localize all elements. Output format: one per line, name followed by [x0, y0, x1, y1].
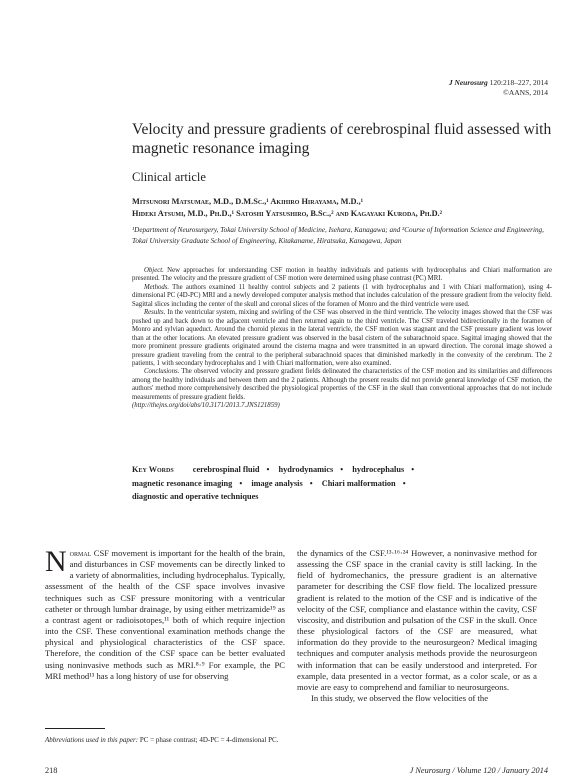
- keyword-item: hydrodynamics: [278, 465, 334, 474]
- body-column-right: [297, 548, 537, 704]
- doi-link[interactable]: (http://thejns.org/doi/abs/10.3171/2013.7.JNS121859): [132, 402, 280, 410]
- keyword-item: diagnostic and operative techniques: [132, 492, 259, 501]
- journal-name: J Neurosurg: [448, 78, 488, 87]
- article-type: Clinical article: [132, 170, 206, 184]
- keyword-item: cerebrospinal fluid: [192, 465, 260, 474]
- article-title: Velocity and pressure gradients of cerebrospinal fluid assessed with magnetic resonance imaging: [132, 121, 552, 157]
- affiliations: ¹Department of Neurosurgery, Tokai University School of Medicine, Isehara, Kanagawa; and ²Course of Information Science and Engineering, Tokai University Graduate School of Engineering, Kitakaname, Hiratsuka, Kanagawa, Japan: [132, 226, 544, 245]
- footnote-text: PC = phase contrast; 4D-PC = 4-dimensional PC.: [138, 736, 279, 744]
- authors-line-1: Mitsunori Matsumae, M.D., D.M.Sc.,¹ Akihiro Hirayama, M.D.,¹: [132, 197, 364, 206]
- keyword-item: Chiari malformation: [321, 478, 396, 488]
- keyword-bullet: •: [411, 465, 415, 474]
- keyword-bullet: •: [340, 465, 344, 474]
- methods-label: Methods.: [144, 283, 170, 291]
- results-text: In the ventricular system, mixing and swirling of the CSF was observed in the third ventricle. The velocity images showed that the CSF was pushed up and back down to the adjacent ventricle and then returned again to the third ventricle. The CSF traveled bidirectionally in the foramen of Monro and sylvian aqueduct. Around the choroid plexus in the lateral ventricle, the CSF motion was stagnant and the CSF pressure gradient was lower than at the other locations. An elevated pressure gradient was observed in the basal cistern of the subarachnoid space. Sagittal imaging showed that the more prominent pressure gradients originated around the cisterna magna and were transmitted in an upward direction. The coronal image showed a pressure gradient traveling from the central to the peripheral subarachnoid spaces that diminished markedly in the convexity of the cerebrum. The 2 patients, 1 with secondary hydrocephalus and 1 with Chiari malformation, were also examined.: [132, 309, 552, 367]
- page-number: 218: [45, 766, 58, 775]
- intro-paragraph: [45, 545, 285, 682]
- abstract-results: [132, 309, 552, 368]
- abstract: [132, 267, 552, 411]
- drop-cap: N: [45, 545, 67, 578]
- citation-text: 120:218–227, 2014: [487, 78, 548, 87]
- keyword-bullet: •: [266, 465, 270, 474]
- conclusions-label: Conclusions.: [144, 368, 180, 376]
- keyword-item: magnetic resonance imaging: [132, 478, 233, 488]
- copyright: ©AANS, 2014: [503, 87, 548, 97]
- methods-text: The authors examined 11 healthy control subjects and 2 patients (1 with hydrocephalus and 1 with Chiari malformation), using 4-dimensional PC (4D-PC) MRI and a newly developed computer analysis method that includes calculation of the pressure gradient from the velocity field. Sagittal slices including the center of the skull and coronal slices of the foramen of Monro and the third ventricle were used.: [132, 283, 552, 308]
- footnote: [45, 736, 285, 745]
- authors-line-2: Hideki Atsumi, M.D., Ph.D.,¹ Satoshi Yatsushiro, B.Sc.,² and Kagayaki Kuroda, Ph.D.²: [132, 208, 443, 218]
- body-column-left: [45, 545, 285, 682]
- abstract-methods: [132, 284, 552, 309]
- keyword-item: image analysis: [251, 478, 303, 488]
- author-list: [132, 196, 552, 219]
- keyword-bullet: •: [309, 478, 313, 488]
- journal-citation: [449, 78, 548, 97]
- conclusions-text: The observed velocity and pressure gradient fields delineated the characteristics of the CSF motion and its similarities and differences among the healthy individuals and between them and the 2 patients. Although the present results did not provide general knowledge of CSF motion, the authors' method more comprehensively described the physiological properties of the CSF in the skull than conventional approaches that do not include measurements of pressure gradient fields.: [132, 368, 552, 401]
- body-paragraph: the dynamics of the CSF.¹³·¹⁶·²⁴ However, a noninvasive method for assessing the CSF space in the cranial cavity is still lacking. In the field of hydromechanics, the pressure gradient is an alternative parameter for describing the CSF flow field. The localized pressure gradient is related to the motion of the CSF and is indicative of the velocity of the CSF, compliance and elastance within the cavity, CSF viscosity, and distribution and pulsation of the CSF in the skull. Once these physiological factors of the CSF are measured, what information do they provide to the neurosurgeon? Medical imaging techniques and computer analysis methods provide the neurosurgeon with information that can be easily understood and interpreted. For example, data presented in a vector format, as a color scale, or as a movie are easy to comprehend and familiar to neurosurgeons.: [297, 548, 537, 692]
- abstract-object: [132, 267, 552, 284]
- keyword-bullet: •: [402, 478, 406, 488]
- object-text: New approaches for understanding CSF motion in healthy individuals and patients with hydrocephalus and Chiari malformation are presented. The velocity and the pressure gradient of CSF motion were determined using phase contrast (PC) MRI.: [132, 267, 552, 283]
- keywords: [132, 463, 552, 504]
- keywords-label: Key Words: [132, 465, 174, 474]
- object-label: Object.: [144, 267, 164, 274]
- keyword-bullet: •: [239, 478, 243, 488]
- lead-word: ormal: [69, 548, 92, 558]
- footnote-rule: [45, 728, 105, 729]
- abstract-conclusions: [132, 368, 552, 410]
- footnote-label: Abbreviations used in this paper:: [45, 736, 139, 744]
- intro-text: CSF movement is important for the health of the brain, and disturbances in CSF movements can be directly linked to a variety of abnormalities, including hydrocephalus. Typically, assessment of the health of the CSF space involves invasive techniques such as CSF pressure monitoring with a ventricular catheter or through lumbar drainage, by using either metrizamide¹⁹ as a contrast agent or radioisotopes,¹¹ both of which require injection into the CSF. These conventional examination methods change the physical and physiological characteristics of the CSF space. Therefore, the condition of the CSF space can be better evaluated using noninvasive methods such as MRI.⁸·⁹ For example, the PC MRI method¹³ has a long history of use for observing: [45, 548, 285, 681]
- results-label: Results.: [144, 309, 166, 317]
- body-paragraph: In this study, we observed the flow velocities of the: [311, 693, 489, 704]
- keyword-item: hydrocephalus: [352, 465, 405, 474]
- footer-journal: J Neurosurg / Volume 120 / January 2014: [409, 766, 548, 775]
